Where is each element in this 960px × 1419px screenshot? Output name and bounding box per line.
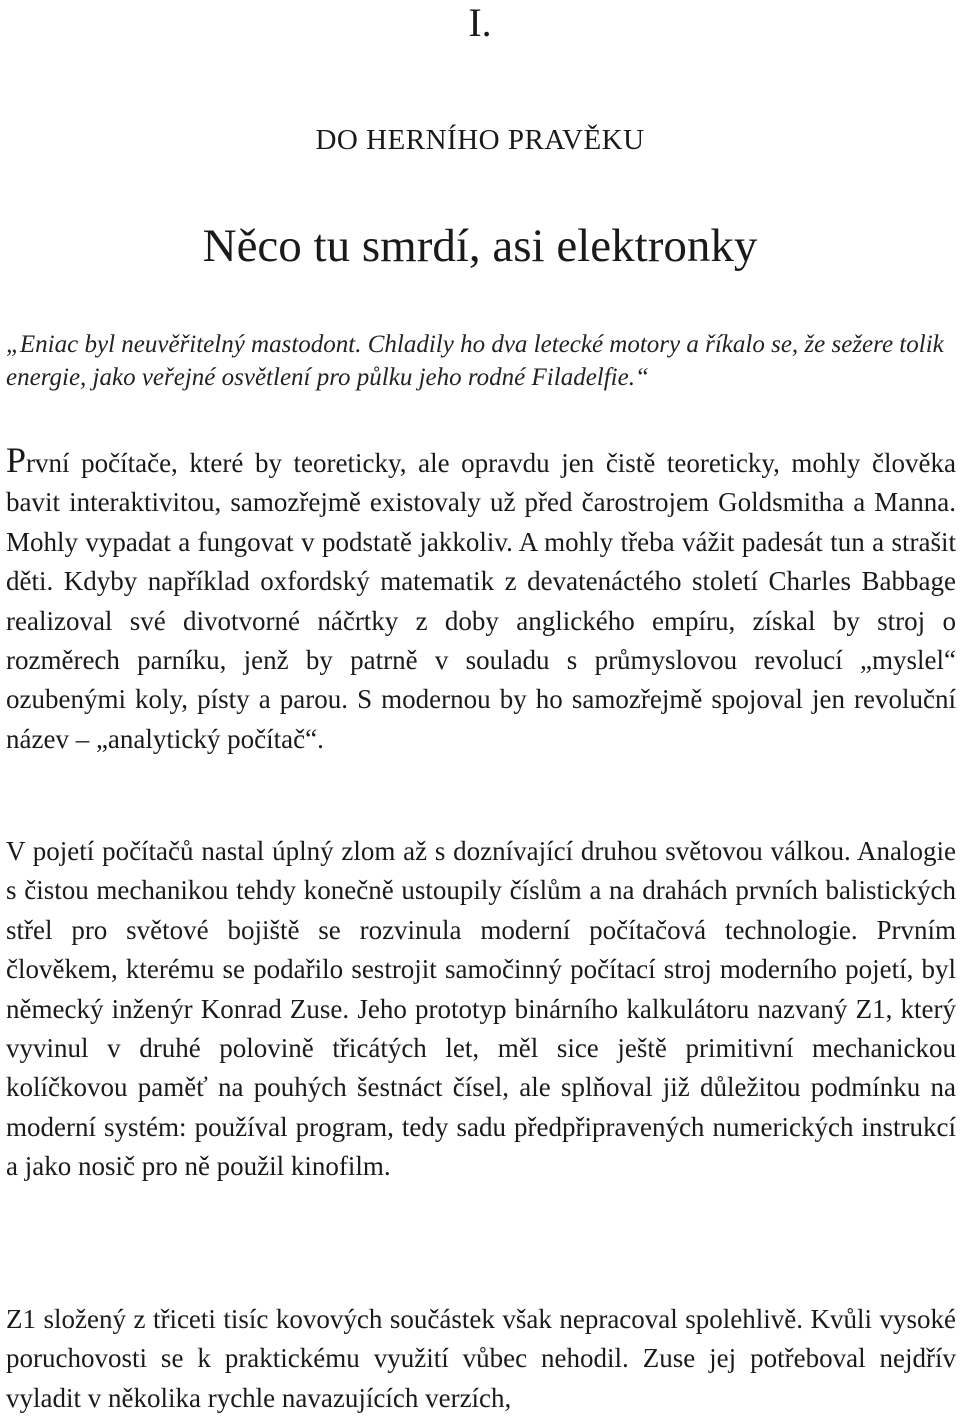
body-paragraph-1: [6, 442, 956, 759]
body-paragraph-2: V pojetí počítačů nastal úplný zlom až s doznívající druhou světovou válkou. Analogie s čistou mechanikou tehdy konečně ustoupily číslům a na drahách prvních balistických střel pro světové bojiště se rozvinula moderní počítačová technologie. Prvním člověkem, kterému se podařilo sestrojit samočinný počítací stroj moderního pojetí, byl německý inženýr Konrad Zuse. Jeho prototyp binárního kalkulátoru nazvaný Z1, který vyvinul v druhé polovině třicátých let, měl sice ještě primitivní mechanickou kolíčkovou paměť na pouhých šestnáct čísel, ale splňoval již důležitou podmínku na moderní systém: používal program, tedy sadu předpřipravených numerických instrukcí a jako nosič pro ně použil kinofilm.: [6, 836, 956, 1182]
paragraph-1-text: rvní počítače, které by teoreticky, ale opravdu jen čistě teoreticky, mohly člověka bavit interaktivitou, samozřejmě existovaly už před čarostrojem Goldsmitha a Manna. Mohly vypadat a fungovat v podstatě jakkoliv. A mohly třeba vážit padesát tun a strašit děti. Kdyby například oxfordský matematik z devatenáctého století Charles Babbage realizoval své divotvorné náčrtky z doby anglického empíru, získal by stroj o rozměrech parníku, jenž by patrně v souladu s průmyslovou revolucí „myslel“ ozubenými koly, písty a parou. S modernou by ho samozřejmě spojoval jen revoluční název – „analytický počítač“.: [6, 448, 956, 754]
drop-cap-letter: P: [6, 440, 27, 480]
chapter-number: I.: [468, 0, 492, 45]
section-title: Něco tu smrdí, asi elektronky: [202, 220, 758, 272]
body-paragraph-3: Z1 složený z třiceti tisíc kovových součástek však nepracoval spolehlivě. Kvůli vysoké poruchovosti se k praktickému využití vůbec nehodil. Zuse jej potřeboval nejdřív vyladit v několika rychle navazujících verzích,: [6, 1304, 956, 1413]
epigraph-quote: „Eniac byl neuvěřitelný mastodont. Chladily ho dva letecké motory a říkalo se, že sežere tolik energie, jako veřejné osvětlení pro půlku jeho rodné Filadelfie.“: [6, 331, 944, 391]
chapter-title: DO HERNÍHO PRAVĚKU: [315, 124, 645, 156]
